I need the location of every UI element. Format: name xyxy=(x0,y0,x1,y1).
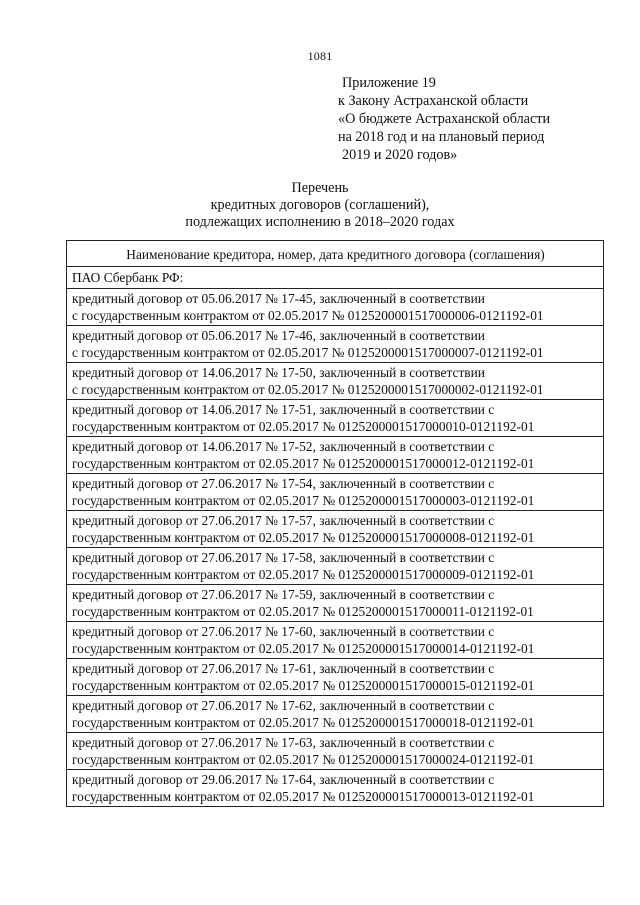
creditor-name: ПАО Сбербанк РФ: xyxy=(67,267,604,289)
contract-cell xyxy=(67,733,604,770)
contract-line-2: государственным контрактом от 02.05.2017 № 0125200001517000009-0121192-01 xyxy=(72,567,535,582)
page-number: 1081 xyxy=(307,49,333,63)
contract-line-2: государственным контрактом от 02.05.2017 № 0125200001517000024-0121192-01 xyxy=(72,752,535,767)
contract-line-1: кредитный договор от 27.06.2017 № 17-60, заключенный в соответствии с xyxy=(72,624,495,639)
appendix-line-4: на 2018 год и на плановый период xyxy=(338,129,545,145)
contract-line-1: кредитный договор от 14.06.2017 № 17-51, заключенный в соответствии с xyxy=(72,402,495,417)
contract-line-1: кредитный договор от 27.06.2017 № 17-62, заключенный в соответствии с xyxy=(72,698,495,713)
contract-line-2: государственным контрактом от 02.05.2017 № 0125200001517000013-0121192-01 xyxy=(72,789,535,804)
table-row xyxy=(67,326,604,363)
contract-line-1: кредитный договор от 05.06.2017 № 17-46, заключенный в соответствии xyxy=(72,328,485,343)
contract-cell xyxy=(67,585,604,622)
contract-cell xyxy=(67,622,604,659)
table-row xyxy=(67,363,604,400)
contract-line-1: кредитный договор от 05.06.2017 № 17-45, заключенный в соответствии xyxy=(72,291,485,306)
contract-line-1: кредитный договор от 27.06.2017 № 17-58, заключенный в соответствии с xyxy=(72,550,495,565)
contract-line-2: государственным контрактом от 02.05.2017 № 0125200001517000008-0121192-01 xyxy=(72,530,535,545)
title-line-1: Перечень xyxy=(291,180,349,196)
contract-line-2: с государственным контрактом от 02.05.2017 № 0125200001517000002-0121192-01 xyxy=(72,382,544,397)
contract-cell xyxy=(67,474,604,511)
table-row xyxy=(67,400,604,437)
contract-cell xyxy=(67,437,604,474)
table-row xyxy=(67,733,604,770)
table-row xyxy=(67,437,604,474)
contract-line-2: с государственным контрактом от 02.05.2017 № 0125200001517000007-0121192-01 xyxy=(72,345,544,360)
contract-line-1: кредитный договор от 27.06.2017 № 17-61, заключенный в соответствии с xyxy=(72,661,495,676)
contract-cell xyxy=(67,363,604,400)
appendix-line-5: 2019 и 2020 годов» xyxy=(342,147,458,163)
appendix-line-1: Приложение 19 xyxy=(342,75,436,91)
contract-line-1: кредитный договор от 27.06.2017 № 17-54, заключенный в соответствии с xyxy=(72,476,495,491)
contract-cell xyxy=(67,289,604,326)
table-row xyxy=(67,770,604,807)
contract-line-2: государственным контрактом от 02.05.2017 № 0125200001517000014-0121192-01 xyxy=(72,641,535,656)
table-row xyxy=(67,585,604,622)
table-header-row xyxy=(67,241,604,267)
table-header-cell: Наименование кредитора, номер, дата кредитного договора (соглашения) xyxy=(67,241,604,267)
document-title xyxy=(0,180,640,231)
contract-line-2: государственным контрактом от 02.05.2017 № 0125200001517000011-0121192-01 xyxy=(72,604,534,619)
contract-line-2: государственным контрактом от 02.05.2017 № 0125200001517000010-0121192-01 xyxy=(72,419,535,434)
contract-line-2: с государственным контрактом от 02.05.2017 № 0125200001517000006-0121192-01 xyxy=(72,308,544,323)
table-row xyxy=(67,289,604,326)
contract-line-1: кредитный договор от 27.06.2017 № 17-63, заключенный в соответствии с xyxy=(72,735,495,750)
appendix-line-3: «О бюджете Астраханской области xyxy=(338,111,551,127)
contract-cell xyxy=(67,659,604,696)
contract-line-1: кредитный договор от 14.06.2017 № 17-52, заключенный в соответствии с xyxy=(72,439,495,454)
table-row xyxy=(67,696,604,733)
contracts-table xyxy=(66,240,604,807)
table-row xyxy=(67,548,604,585)
contract-line-2: государственным контрактом от 02.05.2017 № 0125200001517000015-0121192-01 xyxy=(72,678,535,693)
contract-cell xyxy=(67,400,604,437)
title-line-3: подлежащих исполнению в 2018–2020 годах xyxy=(185,214,455,230)
appendix-line-2: к Закону Астраханской области xyxy=(338,93,529,109)
contract-line-1: кредитный договор от 29.06.2017 № 17-64, заключенный в соответствии с xyxy=(72,772,495,787)
contract-line-1: кредитный договор от 14.06.2017 № 17-50, заключенный в соответствии xyxy=(72,365,485,380)
creditor-row xyxy=(67,267,604,289)
contract-cell xyxy=(67,548,604,585)
table-row xyxy=(67,622,604,659)
contract-cell xyxy=(67,696,604,733)
table-row xyxy=(67,474,604,511)
contract-line-1: кредитный договор от 27.06.2017 № 17-57, заключенный в соответствии с xyxy=(72,513,495,528)
contract-line-2: государственным контрактом от 02.05.2017 № 0125200001517000018-0121192-01 xyxy=(72,715,535,730)
table-row xyxy=(67,659,604,696)
contract-cell xyxy=(67,770,604,807)
table-row xyxy=(67,511,604,548)
title-line-2: кредитных договоров (соглашений), xyxy=(210,197,430,213)
contract-line-2: государственным контрактом от 02.05.2017 № 0125200001517000012-0121192-01 xyxy=(72,456,535,471)
contract-line-2: государственным контрактом от 02.05.2017 № 0125200001517000003-0121192-01 xyxy=(72,493,535,508)
contract-cell xyxy=(67,511,604,548)
contract-line-1: кредитный договор от 27.06.2017 № 17-59, заключенный в соответствии с xyxy=(72,587,495,602)
appendix-block xyxy=(338,74,628,164)
contract-cell xyxy=(67,326,604,363)
